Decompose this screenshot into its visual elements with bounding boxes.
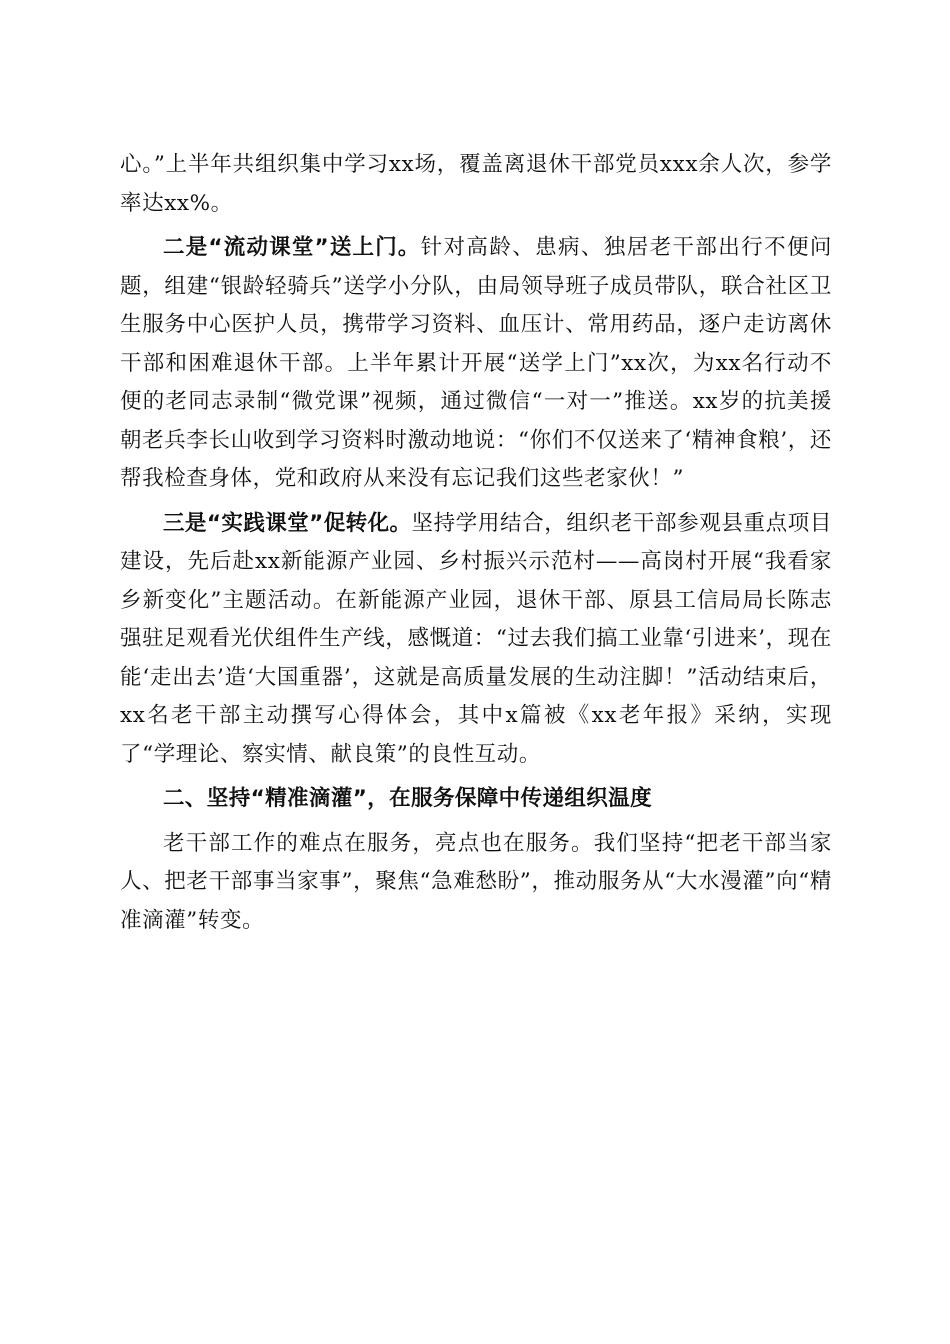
paragraph-practice-classroom [120, 505, 832, 775]
paragraph-text: 坚持学用结合，组织老干部参观县重点项目建设，先后赴xx新能源产业园、乡村振兴示范村——高岗村开展“我看家乡新变化”主题活动。在新能源产业园，退休干部、原县工信局局长陈志强驻足观看光伏组件生产线，感慨道：“过去我们搞工业靠‘引进来’，现在能‘走出去’造‘大国重器’，这就是高质量发展的生动注脚！”活动结束后，xx名老干部主动撰写心得体会，其中x篇被《xx老年报》采纳，实现了“学理论、察实情、献良策”的良性互动。 [120, 510, 833, 767]
paragraph-lead: 二是“流动课堂”送上门。 [163, 235, 421, 260]
section-heading: 二、坚持“精准滴灌”，在服务保障中传递组织温度 [163, 786, 652, 811]
paragraph-text: 老干部工作的难点在服务，亮点也在服务。我们坚持“把老干部当家人、把老干部事当家事”，聚焦“急难愁盼”，推动服务从“大水漫灌”向“精准滴灌”转变。 [120, 830, 832, 933]
paragraph-mobile-classroom [120, 229, 832, 499]
paragraph-text: 针对高龄、患病、独居老干部出行不便问题，组建“银龄轻骑兵”送学小分队，由局领导班子成员带队，联合社区卫生服务中心医护人员，携带学习资料、血压计、常用药品，逐户走访离休干部和困难退休干部。上半年累计开展“送学上门”xx次，为xx名行动不便的老同志录制“微党课”视频，通过微信“一对一”推送。xx岁的抗美援朝老兵李长山收到学习资料时激动地说：“你们不仅送来了‘精神食粮’，还帮我检查身体，党和政府从来没有忘记我们这些老家伙！” [120, 235, 832, 491]
paragraph-closing [120, 825, 832, 941]
paragraph-continuation [120, 146, 832, 223]
document-body [120, 146, 832, 946]
paragraph-lead: 三是“实践课堂”促转化。 [163, 510, 412, 536]
paragraph-text: 心。”上半年共组织集中学习xx场，覆盖离退休干部党员xxx余人次，参学率达xx%。 [120, 152, 832, 216]
